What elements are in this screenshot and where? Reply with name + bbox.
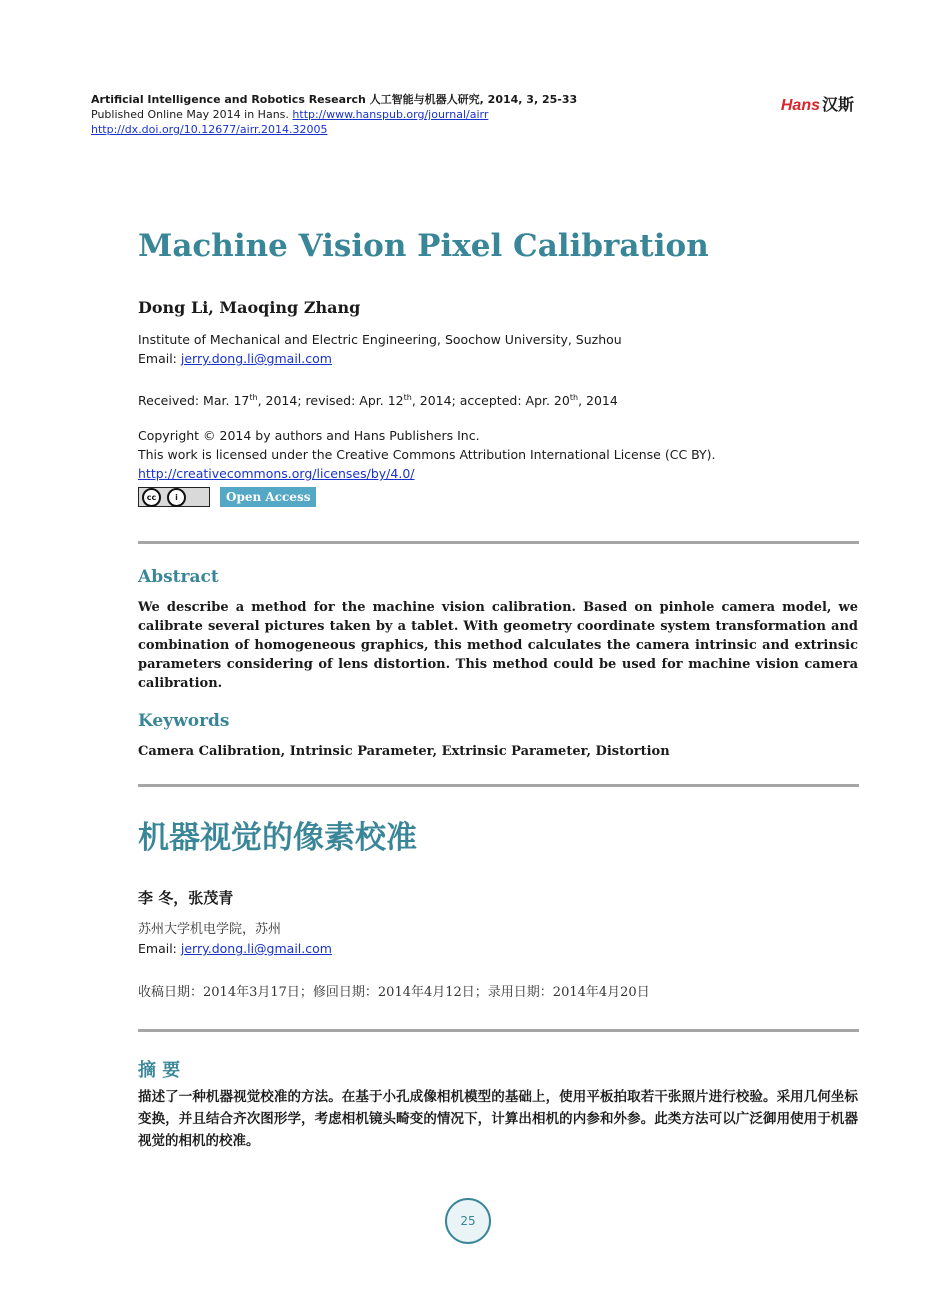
cc-by-badge[interactable] [138,487,210,507]
logo-en: Hans [780,97,820,114]
abstract-heading: Abstract [138,567,219,587]
divider [138,784,859,787]
authors-cn: 李 冬，张茂青 [138,889,234,907]
affiliation-block-cn [138,920,332,958]
paper-title-en: Machine Vision Pixel Calibration [138,228,709,264]
email-link-cn[interactable]: jerry.dong.li@gmail.com [180,941,332,956]
email-row-en [138,349,622,368]
license-text: This work is licensed under the Creative Commons Attribution International License (CC BY). [138,447,716,462]
abstract-cn-heading: 摘 要 [138,1060,181,1081]
revised-sup: th [403,393,412,402]
email-label: Email: [138,351,177,366]
email-row-cn [138,939,332,958]
published-online [91,107,577,122]
hans-logo [781,92,854,115]
received-date: Received: Mar. 17 [138,393,250,409]
email-link[interactable]: jerry.dong.li@gmail.com [180,351,332,366]
page-number: 25 [445,1198,491,1244]
revised-date: , 2014; revised: Apr. 12 [257,393,404,409]
abstract-cn: 描述了一种机器视觉校准的方法。在基于小孔成像相机模型的基础上，使用平板拍取若干张照片进行校验。采用几何坐标变换，并且结合齐次图形学，考虑相机镜头畸变的情况下，计算出相机的内参和外参。此类方法可以广泛御用使用于机器视觉的相机的校准。 [138,1089,858,1149]
open-access-badge[interactable]: Open Access [220,487,316,507]
journal-header [91,92,577,137]
received-sup: th [249,393,258,402]
copyright-text: Copyright © 2014 by authors and Hans Publishers Inc. [138,428,480,443]
keywords-heading: Keywords [138,711,230,731]
journal-citation: Artificial Intelligence and Robotics Research 人工智能与机器人研究, 2014, 3, 25-33 [91,93,578,106]
email-label-cn: Email: [138,941,177,956]
affiliation-cn: 苏州大学机电学院，苏州 [138,922,282,937]
doi-link[interactable]: http://dx.doi.org/10.12677/airr.2014.32005 [91,123,328,136]
cc-icon: cc [142,488,161,507]
affiliation-en: Institute of Mechanical and Electric Engineering, Soochow University, Suzhou [138,332,622,347]
keywords-en: Camera Calibration, Intrinsic Parameter, Extrinsic Parameter, Distortion [138,744,670,759]
logo-cn: 汉斯 [821,97,854,114]
badges [138,487,316,507]
dates-cn: 收稿日期：2014年3月17日；修回日期：2014年4月12日；录用日期：2014年4月20日 [138,985,650,1000]
dates-en [138,388,618,410]
accepted-date: , 2014; accepted: Apr. 20 [411,393,570,409]
license-link[interactable]: http://creativecommons.org/licenses/by/4.0/ [138,466,415,481]
divider [138,541,859,544]
journal-link[interactable]: http://www.hanspub.org/journal/airr [292,108,489,121]
abstract-en: We describe a method for the machine vision calibration. Based on pinhole camera model, we calibrate several pictures taken by a tablet. With geometry coordinate system transformation and combination of homogeneous graphics, this method calculates the camera intrinsic and extrinsic parameters considering of lens distortion. This method could be used for machine vision camera calibration. [138,600,858,691]
accepted-year: , 2014 [578,393,618,409]
published-text: Published Online May 2014 in Hans. [91,108,289,121]
by-icon: i [167,488,186,507]
accepted-sup: th [569,393,579,402]
authors-en: Dong Li, Maoqing Zhang [138,298,361,317]
paper-title-cn: 机器视觉的像素校准 [138,820,417,856]
affiliation-block-en [138,330,622,368]
divider [138,1029,859,1032]
copyright-block [138,426,716,483]
